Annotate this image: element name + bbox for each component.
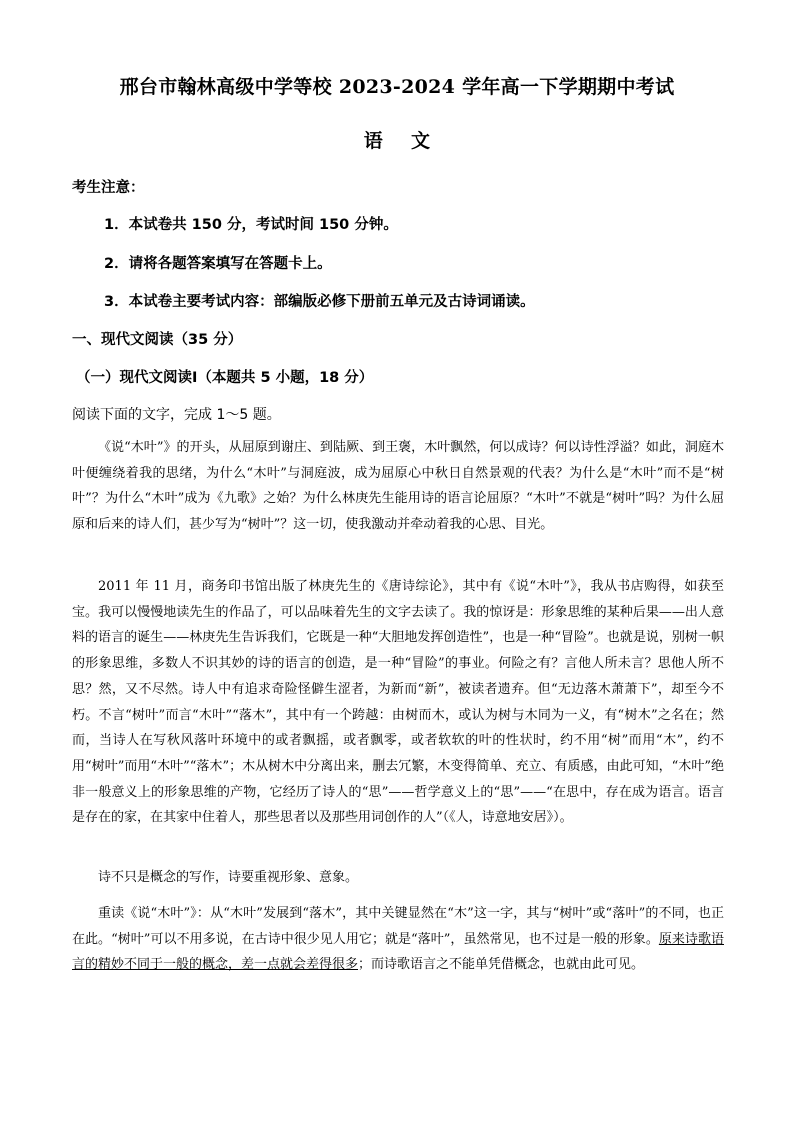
passage-paragraph-2: 2011 年 11 月，商务印书馆出版了林庚先生的《唐诗综论》，其中有《说“木叶”》，我从书店购得，如获至宝。我可以慢慢地读先生的作品了，可以品味着先生的文字去读了。我的惊讶是：形象思维的某种后果——出人意料的语言的诞生——林庚先生告诉我们，它既是一种“大胆地发挥创造性”，也是一种“冒险”。也就是说，别树一帜的形象思维，多数人不识其妙的诗的语言的创造，是一种“冒险”的事业。何险之有？言他人所未言？思他人所不思？然，又不尽然。诗人中有追求奇险怪僻生涩者，为新而“新”，被读者遗弃。但“无边落木萧萧下”，却至今不朽。不言“树叶”而言“木叶”“落木”，其中有一个跨越：由树而木，或认为树与木同为一义，有“树木”之名在；然而，当诗人在写秋风落叶环境中的或者飘摇，或者飘零，或者软软的叶的性状时，约不用“树”而用“木”，约不用“树叶”而用“木叶”“落木”；木从树木中分离出来，删去冗繁，木变得简单、充立、有质感，由此可知，“木叶”绝非一般意义上的形象思维的产物，它经历了诗人的“思”——哲学意义上的“思”——“在思中，存在成为语言。语言是存在的家，在其家中住着人，那些思者以及那些用词创作的人”（《人，诗意地安居》）。	[72, 579, 724, 826]
underlined-sentence: 原来诗歌语言的精妙不同于一般的概念，差一点就会差得很多	[72, 931, 724, 973]
notice-item-1: 1．本试卷共 150 分，考试时间 150 分钟。	[104, 217, 398, 233]
passage-paragraph-1: 《说“木叶”》的开头，从屈原到谢庄、到陆厥、到王褒，木叶飘然，何以成诗？何以诗性浮溢？如此，洞庭木叶便缠绕着我的思绪，为什么“木叶”与洞庭波，成为屈原心中秋日自然景观的代表？为什么是“木叶”而不是“树叶”？为什么“木叶”成为《九歌》之始？为什么林庚先生能用诗的语言论屈原？“木叶”不就是“树叶”吗？为什么屈原和后来的诗人们，甚少写为“树叶”？这一切，使我激动并牵动着我的心思、目光。	[72, 440, 724, 533]
notice-item-2: 2．请将各题答案填写在答题卡上。	[104, 256, 332, 272]
subject-title	[0, 126, 794, 153]
subject-char-1: 语	[363, 130, 383, 152]
passage-paragraph-3: 诗不只是概念的写作，诗要重视形象、意象。	[98, 870, 359, 885]
passage-paragraph-4	[72, 901, 724, 978]
notice-heading: 考生注意：	[72, 180, 145, 196]
exam-title: 邢台市翰林高级中学等校 2023-2024 学年高一下学期期中考试	[119, 76, 675, 98]
section-heading: 一、现代文阅读（35 分）	[72, 332, 243, 348]
paragraph-4-tail: ；而诗歌语言之不能单凭借概念，也就由此可见。	[358, 957, 645, 973]
section-sub-heading: （一）现代文阅读Ⅰ（本题共 5 小题，18 分）	[76, 370, 374, 386]
reading-instruction: 阅读下面的文字，完成 1～5 题。	[72, 407, 281, 423]
notice-item-3: 3．本试卷主要考试内容：部编版必修下册前五单元及古诗词诵读。	[104, 294, 535, 310]
subject-char-2: 文	[411, 130, 431, 152]
paragraph-4-lead: 重读《说“木叶”》：从“木叶”发展到“落木”，其中关键显然在“木”这一字，其与“树叶”或“落叶”的不同，也正在此。“树叶”可以不用多说，在古诗中很少见人用它；就是“落叶”，虽然常见，也不过是一般的形象。	[72, 906, 724, 947]
